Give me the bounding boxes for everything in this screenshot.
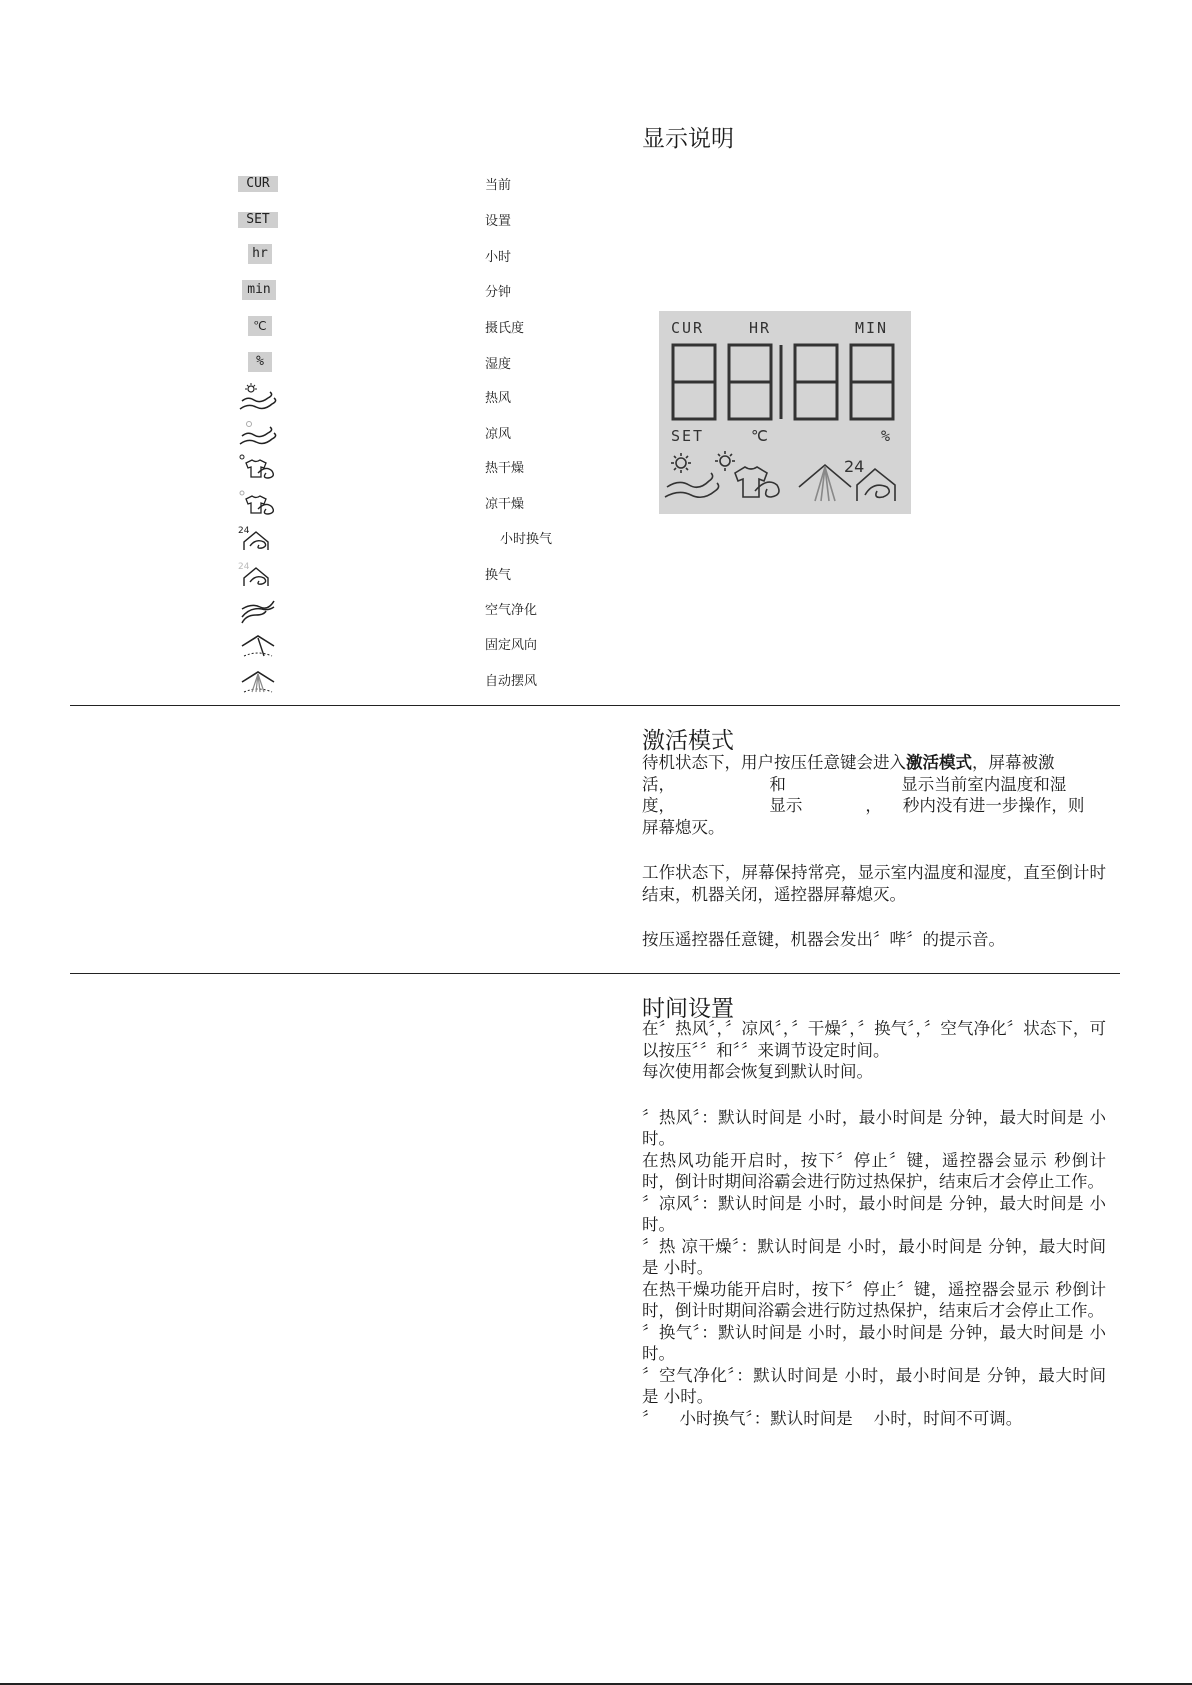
hot-wind-icon — [238, 383, 280, 413]
legend-label: 设置 — [485, 214, 512, 229]
legend-label: 凉干燥 — [485, 497, 525, 512]
legend-item — [0, 275, 600, 309]
min-icon — [238, 277, 280, 307]
hr-chip: hr — [248, 244, 272, 264]
legend-label: 分钟 — [485, 285, 512, 300]
auto-swing-icon — [238, 666, 280, 696]
cool-wind-icon — [238, 419, 280, 449]
percent-icon — [238, 349, 280, 379]
fixed-direction-icon — [238, 630, 280, 660]
lcd-digits — [659, 341, 911, 423]
legend-item — [0, 487, 600, 521]
hr-icon — [238, 242, 280, 272]
lcd-cur-label: CUR — [671, 319, 705, 337]
legend-item — [0, 204, 600, 238]
percent-chip: % — [248, 352, 272, 372]
legend-item — [0, 417, 600, 451]
cur-icon — [238, 170, 280, 200]
legend-item — [0, 628, 600, 662]
time-section-body — [642, 1018, 1106, 1429]
activate-paragraph-3: 按压遥控器任意键，机器会发出〞哔〞的提示音。 — [642, 930, 1005, 949]
legend-label: 小时 — [485, 250, 512, 265]
legend-item — [0, 593, 600, 627]
activate-paragraph-2: 工作状态下，屏幕保持常亮，显示室内温度和湿度，直至倒计时结束，机器关闭，遥控器屏幕熄灭。 — [642, 863, 1106, 904]
time-line: 〞热风〞：默认时间是 小时，最小时间是 分钟，最大时间是 小时。 — [642, 1107, 1106, 1148]
legend-label: 摄氏度 — [485, 321, 525, 336]
legend-label: 湿度 — [485, 357, 512, 372]
time-line: 在热风功能开启时，按下〞停止〞键，遥控器会显示 秒倒计时，倒计时期间浴霸会进行防过热保护，结束后才会停止工作。 — [642, 1150, 1106, 1191]
lcd-mode-icons — [659, 451, 911, 511]
lcd-24-label: 24 — [844, 457, 865, 476]
lcd-display-preview — [659, 311, 911, 514]
legend-label: 热干燥 — [485, 461, 525, 476]
celsius-chip: ℃ — [248, 316, 272, 336]
ventilate-icon — [238, 560, 280, 590]
activate-mode-term: 激活模式 — [906, 753, 972, 772]
time-line: 在热干燥功能开启时，按下〞停止〞键，遥控器会显示 秒倒计时，倒计时期间浴霸会进行防过热保护，结束后才会停止工作。 — [642, 1279, 1106, 1320]
set-icon — [238, 206, 280, 236]
ventilate-24h-number: 24 — [238, 526, 250, 536]
lcd-percent-label: % — [881, 427, 893, 445]
set-chip: SET — [238, 212, 278, 228]
legend-item — [0, 311, 600, 345]
activate-section-body — [642, 752, 1106, 951]
legend-label: 固定风向 — [485, 638, 538, 653]
legend-label: 当前 — [485, 178, 512, 193]
min-chip: min — [242, 280, 276, 300]
time-line: 〞空气净化〞：默认时间是 小时，最小时间是 分钟，最大时间是 小时。 — [642, 1365, 1106, 1406]
legend-item — [0, 451, 600, 485]
section-divider — [70, 705, 1120, 706]
activate-paragraph-1 — [642, 752, 1106, 774]
cur-chip: CUR — [238, 176, 278, 192]
legend-item — [0, 558, 600, 592]
lcd-min-label: MIN — [855, 319, 889, 337]
activate-p1-line4: 屏幕熄灭。 — [642, 817, 725, 837]
legend-label: 空气净化 — [485, 603, 538, 618]
section-divider — [70, 973, 1120, 974]
legend-item — [0, 522, 600, 556]
time-line: 〞换气〞：默认时间是 小时，最小时间是 分钟，最大时间是 小时。 — [642, 1322, 1106, 1363]
lcd-celsius-label: ℃ — [751, 427, 770, 445]
activate-p1-prefix: 待机状态下，用户按压任意键会进入 — [642, 753, 906, 772]
activate-p1-suffix: ，屏幕被激 — [972, 753, 1055, 772]
activate-p1-line3: 度， 显示 ， 秒内没有进一步操作，则 — [642, 796, 1085, 815]
lcd-hr-label: HR — [749, 319, 772, 337]
legend-item — [0, 664, 600, 698]
celsius-icon — [238, 313, 280, 343]
time-line: 在〞热风〞，〞凉风〞，〞干燥〞，〞换气〞，〞空气净化〞状态下，可以按压〞〞和〞〞来调节设定时间。 — [642, 1019, 1106, 1060]
legend-item — [0, 240, 600, 274]
legend-label: 自动摆风 — [485, 674, 538, 689]
ventilate-24h-icon — [238, 524, 280, 554]
legend-item — [0, 347, 600, 381]
legend-label: 换气 — [485, 568, 512, 583]
activate-p1-line2: 活， 和 显示当前室内温度和湿 — [642, 774, 1067, 794]
legend-label: 小时换气 — [500, 532, 553, 547]
display-section-title: 显示说明 — [642, 126, 734, 152]
time-section-title: 时间设置 — [642, 996, 734, 1022]
time-line: 每次使用都会恢复到默认时间。 — [642, 1062, 873, 1081]
legend-label: 凉风 — [485, 427, 512, 442]
hot-dry-icon — [238, 453, 280, 483]
time-line: 〞凉风〞：默认时间是 小时，最小时间是 分钟，最大时间是 小时。 — [642, 1193, 1106, 1234]
activate-section-title: 激活模式 — [642, 728, 734, 754]
legend-item — [0, 168, 600, 202]
legend-label: 热风 — [485, 391, 512, 406]
time-line: 〞 小时换气〞：默认时间是 小时，时间不可调。 — [642, 1408, 1023, 1428]
lcd-set-label: SET — [671, 427, 705, 445]
ventilate-24h-faded-number: 24 — [238, 562, 250, 572]
cool-dry-icon — [238, 489, 280, 519]
air-purify-icon — [238, 595, 280, 625]
legend-item — [0, 381, 600, 415]
time-line: 〞热 凉干燥〞：默认时间是 小时，最小时间是 分钟，最大时间是 小时。 — [642, 1236, 1106, 1277]
